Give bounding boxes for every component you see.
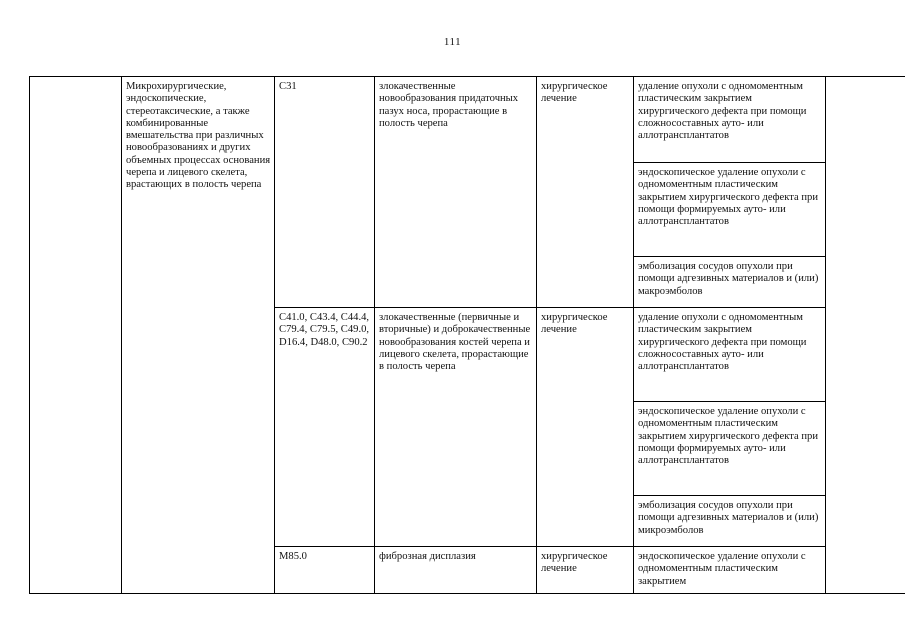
method-text: удаление опухоли с одномоментным пластическим закрытием хирургического дефекта при помощи сложносоставных ауто- или аллотрансплантатов: [638, 312, 807, 373]
codes-cell: C41.0, C43.4, C44.4, C79.4, C79.5, C49.0, D16.4, D48.0, C90.2: [275, 308, 375, 547]
group-name-cell: Микрохирургические, эндоскопические, стереотаксические, а также комбинированные вмешательства при различных новообразованиях и других объемных процессах основания черепа и лицевого скелета, врастающих в полость черепа: [122, 77, 275, 594]
codes-cell: M85.0: [275, 547, 375, 594]
procedures-table: [29, 76, 905, 594]
page-number: 111: [443, 36, 462, 48]
treatment-type-cell: хирургическое лечение: [537, 308, 634, 547]
method-cell: [634, 496, 826, 547]
treatment-type-cell: хирургическое лечение: [537, 547, 634, 594]
method-cell: [634, 308, 826, 402]
method-cell: [634, 163, 826, 257]
empty-cell-last-column: [826, 77, 905, 594]
empty-cell-first-column: [30, 77, 122, 594]
model-cell: злокачественные новообразования придаточных пазух носа, прорастающие в полость черепа: [375, 77, 537, 308]
method-cell: [634, 257, 826, 308]
method-text: эндоскопическое удаление опухоли с одномоментным пластическим закрытием хирургического дефекта при помощи формируемых ауто- или аллотрансплантатов: [638, 167, 819, 228]
method-text: эндоскопическое удаление опухоли с одномоментным пластическим закрытием хирургического дефекта при помощи формируемых ауто- или аллотрансплантатов: [638, 406, 819, 467]
method-cell: [634, 547, 826, 594]
method-cell: [634, 77, 826, 163]
method-cell: [634, 402, 826, 496]
codes-cell: C31: [275, 77, 375, 308]
table-row: [30, 77, 905, 163]
method-text: эндоскопическое удаление опухоли с одномоментным пластическим закрытием: [638, 551, 806, 587]
model-cell: фиброзная дисплазия: [375, 547, 537, 594]
method-text: эмболизация сосудов опухоли при помощи адгезивных материалов и (или) микроэмболов: [638, 500, 819, 536]
method-text: эмболизация сосудов опухоли при помощи адгезивных материалов и (или) макроэмболов: [638, 261, 819, 297]
treatment-type-cell: хирургическое лечение: [537, 77, 634, 308]
method-text: удаление опухоли с одномоментным пластическим закрытием хирургического дефекта при помощи сложносоставных ауто- или аллотрансплантатов: [638, 81, 807, 142]
model-cell: злокачественные (первичные и вторичные) и доброкачественные новообразования костей черепа и лицевого скелета, прорастающие в полость черепа: [375, 308, 537, 547]
